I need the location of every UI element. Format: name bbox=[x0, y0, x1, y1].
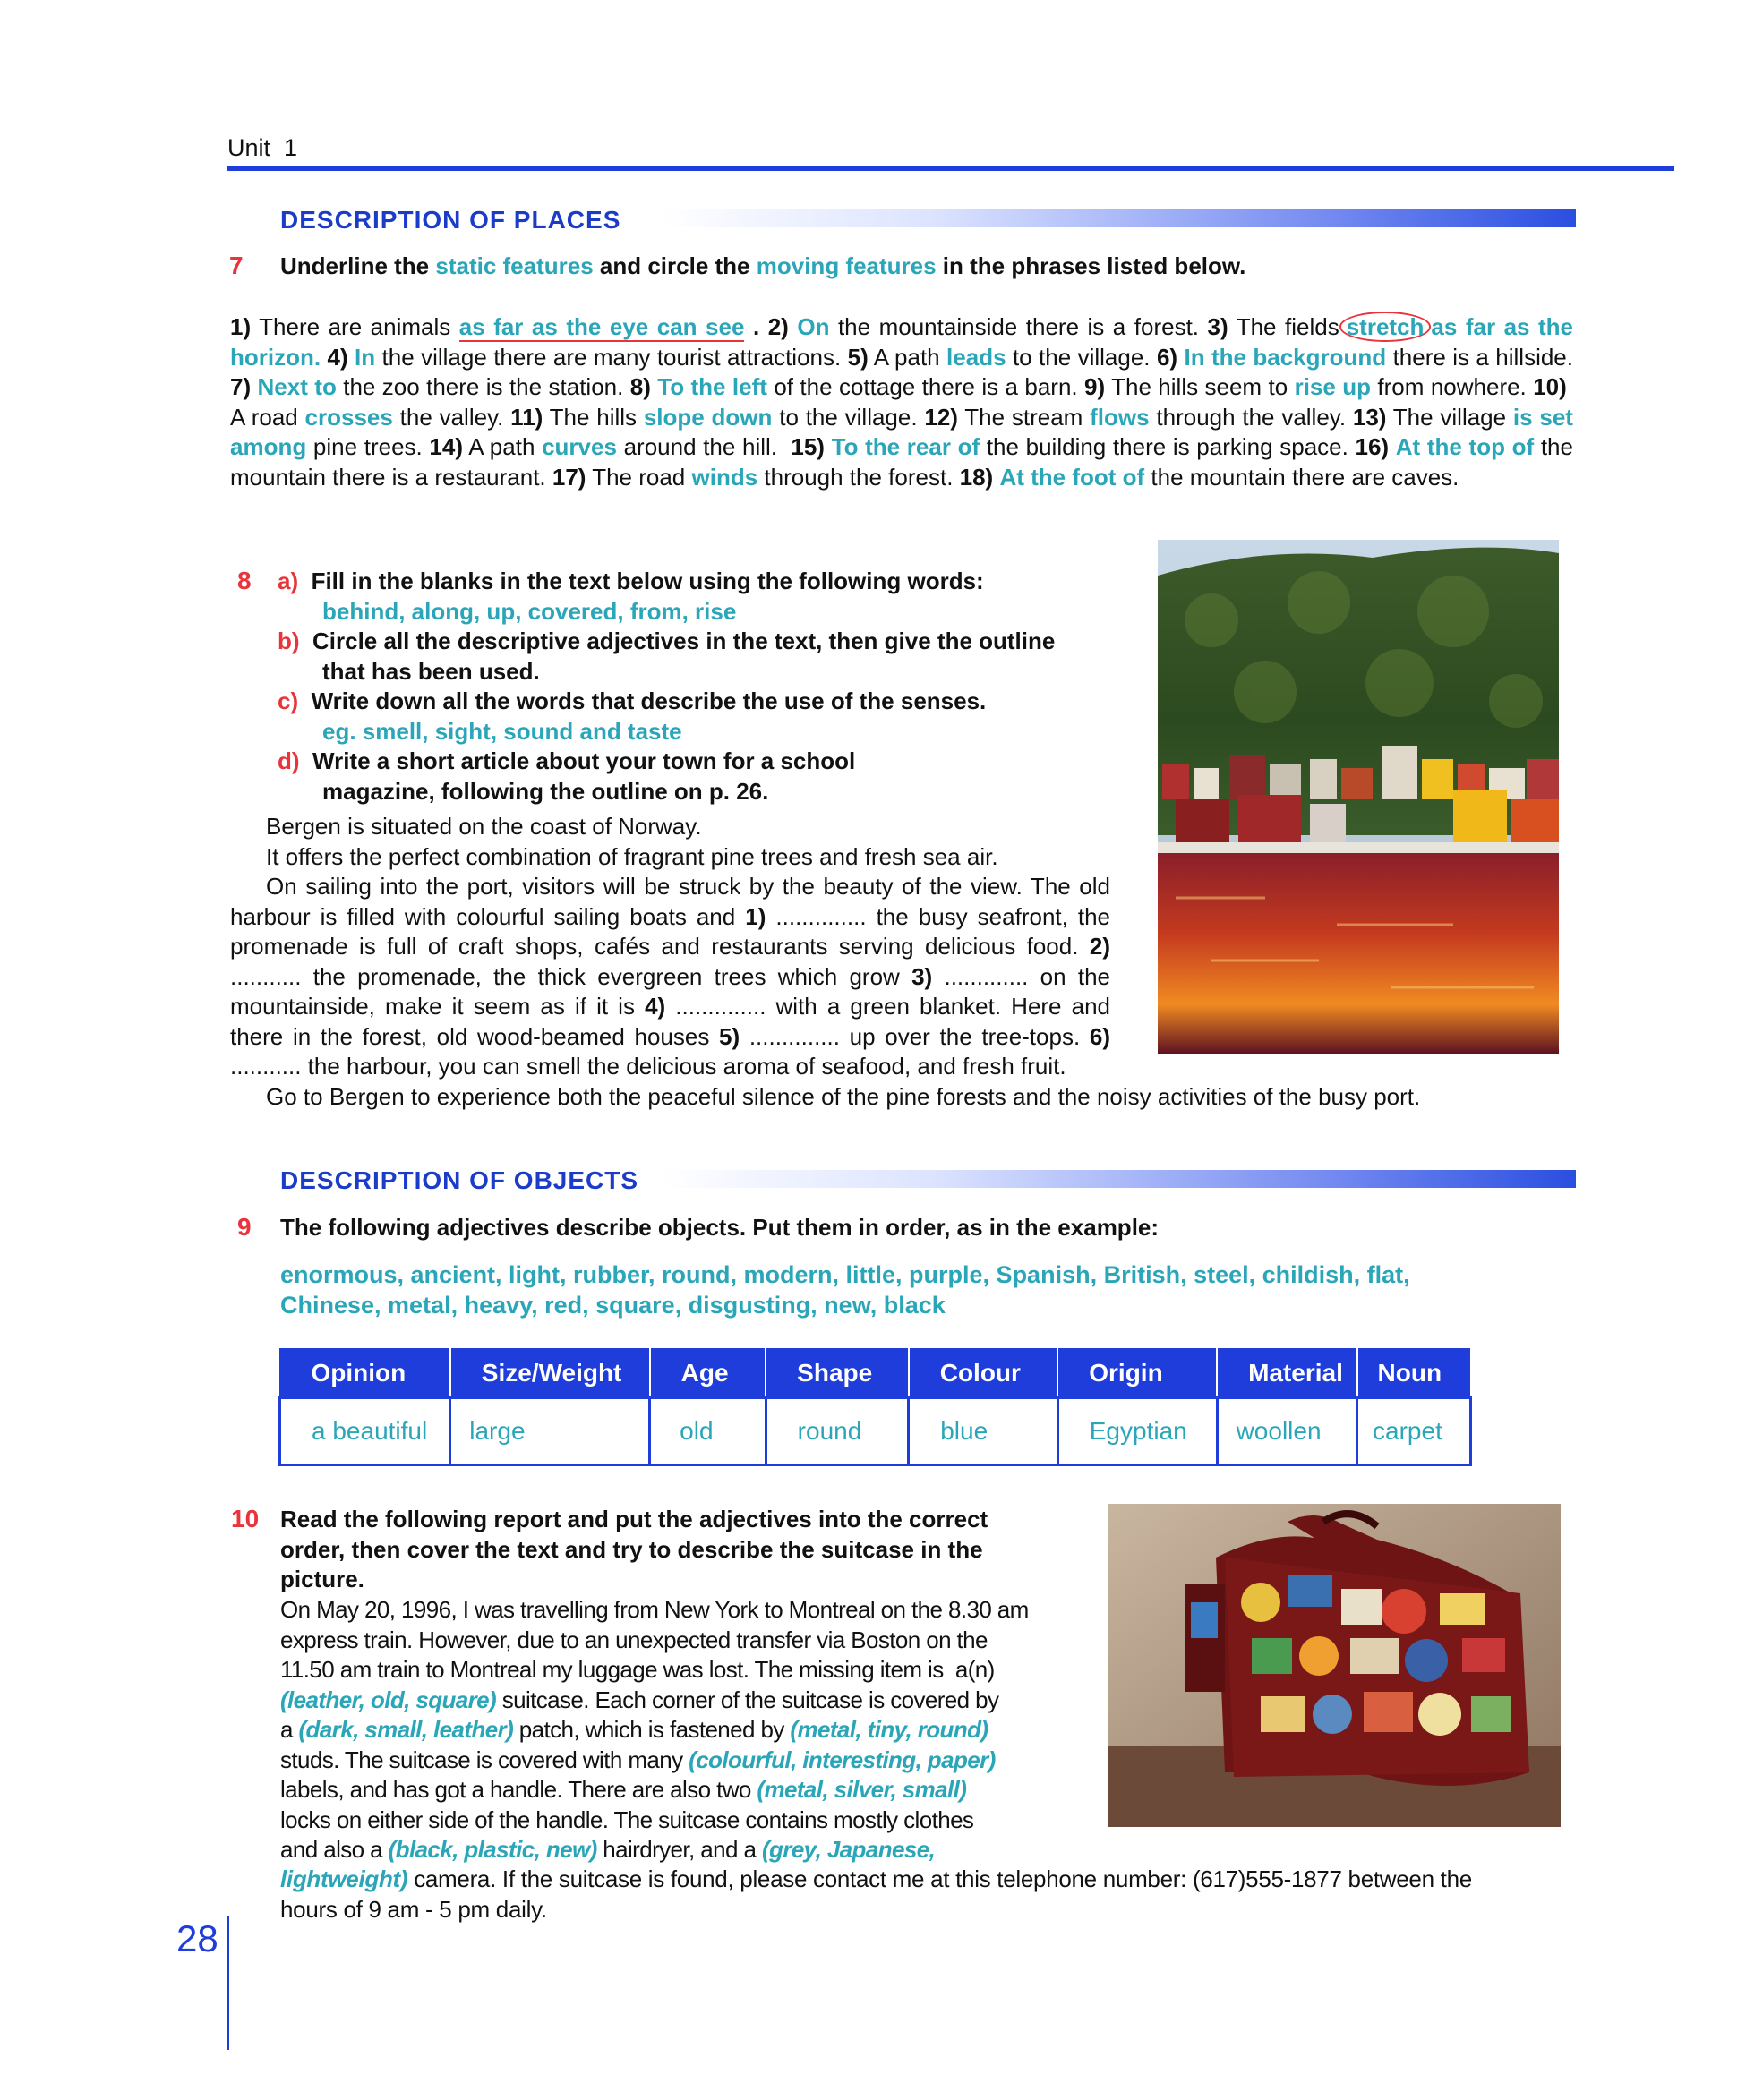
suitcase-report-ending: lightweight) camera. If the suitcase is found, please contact me at this telephone number: (617)555-1877 between the hours of 9 am - 5 pm daily. bbox=[280, 1865, 1472, 1923]
table-header-cell: Age bbox=[650, 1349, 766, 1398]
section-heading-places: DESCRIPTION OF PLACES bbox=[280, 206, 621, 234]
heading-bar-places bbox=[663, 209, 1576, 227]
exercise-8-tasks: a) Fill in the blanks in the text below using the following words: behind, along, up, covered, from, rise b) Circle all the descriptive adjectives in the text, then give the outline that has been used. c) Write down all the words that describe the use of the senses. eg. smell, sight, sound and taste d) Write a short article about your town for a school magazine, following the outline on p. 26. bbox=[278, 568, 1056, 805]
bergen-harbour-image bbox=[1158, 540, 1559, 1054]
exercise-number-10: 10 bbox=[231, 1505, 260, 1532]
suitcase-image bbox=[1108, 1504, 1561, 1827]
table-header-cell: Colour bbox=[909, 1349, 1058, 1398]
exercise-7-instruction: Underline the static features and circle the moving features in the phrases listed below. bbox=[280, 252, 1246, 279]
table-cell: round bbox=[766, 1398, 909, 1465]
table-row bbox=[280, 1398, 1471, 1465]
exercise-7-phrases: 1) There are animals as far as the eye can see . 2) On the mountainside there is a forest. 3) The fields stretch as far as the horizon. 4) In the village there are many tourist attractions. 5) A path leads to the village. 6) In the background there is a hillside. 7) Next to the zoo there is the station. 8) To the left of the cottage there is a barn. 9) The hills seem to rise up from nowhere. 10) A road crosses the valley. 11) The hills slope down to the village. 12) The stream flows through the valley. 13) The village is set among pine trees. 14) A path curves around the hill. 15) To the rear of the building there is parking space. 16) At the top of the mountain there is a restaurant. 17) The road winds through the forest. 18) At the foot of the mountain there are caves. bbox=[230, 313, 1573, 491]
exercise-9-instruction: The following adjectives describe objects. Put them in order, as in the example: bbox=[280, 1214, 1160, 1241]
table-cell: old bbox=[650, 1398, 766, 1465]
table-cell: woollen bbox=[1217, 1398, 1356, 1465]
exercise-number-8: 8 bbox=[237, 567, 252, 594]
table-header-cell: Opinion bbox=[280, 1349, 450, 1398]
margin-rule bbox=[227, 1916, 229, 2050]
exercise-10-instruction: Read the following report and put the adjectives into the correct order, then cover the text and try to describe the suitcase in the picture. bbox=[280, 1506, 988, 1592]
heading-bar-objects bbox=[663, 1170, 1576, 1188]
section-heading-objects: DESCRIPTION OF OBJECTS bbox=[280, 1166, 639, 1194]
exercise-number-7: 7 bbox=[229, 252, 244, 279]
table-cell: a beautiful bbox=[280, 1398, 450, 1465]
unit-label: Unit 1 bbox=[227, 134, 298, 161]
suitcase-report-text: On May 20, 1996, I was travelling from New York to Montreal on the 8.30 am express train. However, due to an unexpected transfer via Boston on the 11.50 am train to Montreal my luggage was lost. The missing item is a(n) (leather, old, square) suitcase. Each corner of the suitcase is covered by a (dark, small, leather) patch, which is fastened by (metal, tiny, round) studs. The suitcase is covered with many (colourful, interesting, paper) labels, and has got a handle. There are also two (metal, silver, small) locks on either side of the handle. The suitcase contains mostly clothes and also a (black, plastic, new) hairdryer, and a (grey, Japanese, bbox=[280, 1596, 1029, 1863]
table-cell: large bbox=[450, 1398, 650, 1465]
table-header-cell: Origin bbox=[1057, 1349, 1217, 1398]
table-header-cell: Size/Weight bbox=[450, 1349, 650, 1398]
header-rule bbox=[227, 166, 1674, 171]
page-number: 28 bbox=[176, 1917, 218, 1959]
exercise-9-adjectives: enormous, ancient, light, rubber, round, modern, little, purple, Spanish, British, steel, childish, flat, Chinese, metal, heavy, red, square, disgusting, new, black bbox=[280, 1261, 1410, 1319]
table-header-cell: Noun bbox=[1357, 1349, 1471, 1398]
exercise-number-9: 9 bbox=[237, 1213, 252, 1241]
table-cell: Egyptian bbox=[1057, 1398, 1217, 1465]
table-cell: carpet bbox=[1357, 1398, 1471, 1465]
suitcase-illustration bbox=[1108, 1504, 1561, 1827]
table-cell: blue bbox=[909, 1398, 1058, 1465]
adjective-order-table bbox=[278, 1348, 1472, 1466]
table-header-row bbox=[280, 1349, 1471, 1398]
bergen-closing: Go to Bergen to experience both the peaceful silence of the pine forests and the noisy activities of the busy port. bbox=[266, 1083, 1421, 1110]
table-header-cell: Material bbox=[1217, 1349, 1356, 1398]
table-header-cell: Shape bbox=[766, 1349, 909, 1398]
harbour-illustration bbox=[1158, 540, 1559, 1054]
bergen-text: Bergen is situated on the coast of Norway. It offers the perfect combination of fragrant pine trees and fresh sea air. On sailing into the port, visitors will be struck by the beauty of the view. The old harbour is filled with colourful sailing boats and 1) .............. the busy seafront, the promenade is full of craft shops, cafés and restaurants serving delicious food. 2) ........... the promenade, the thick evergreen trees which grow 3) ............. on the mountainside, make it seem as if it is 4) .............. with a green blanket. Here and there in the forest, old wood-beamed houses 5) .............. up over the tree-tops. 6) ........... the harbour, you can smell the delicious aroma of seafood, and fresh fruit. bbox=[230, 813, 1111, 1080]
